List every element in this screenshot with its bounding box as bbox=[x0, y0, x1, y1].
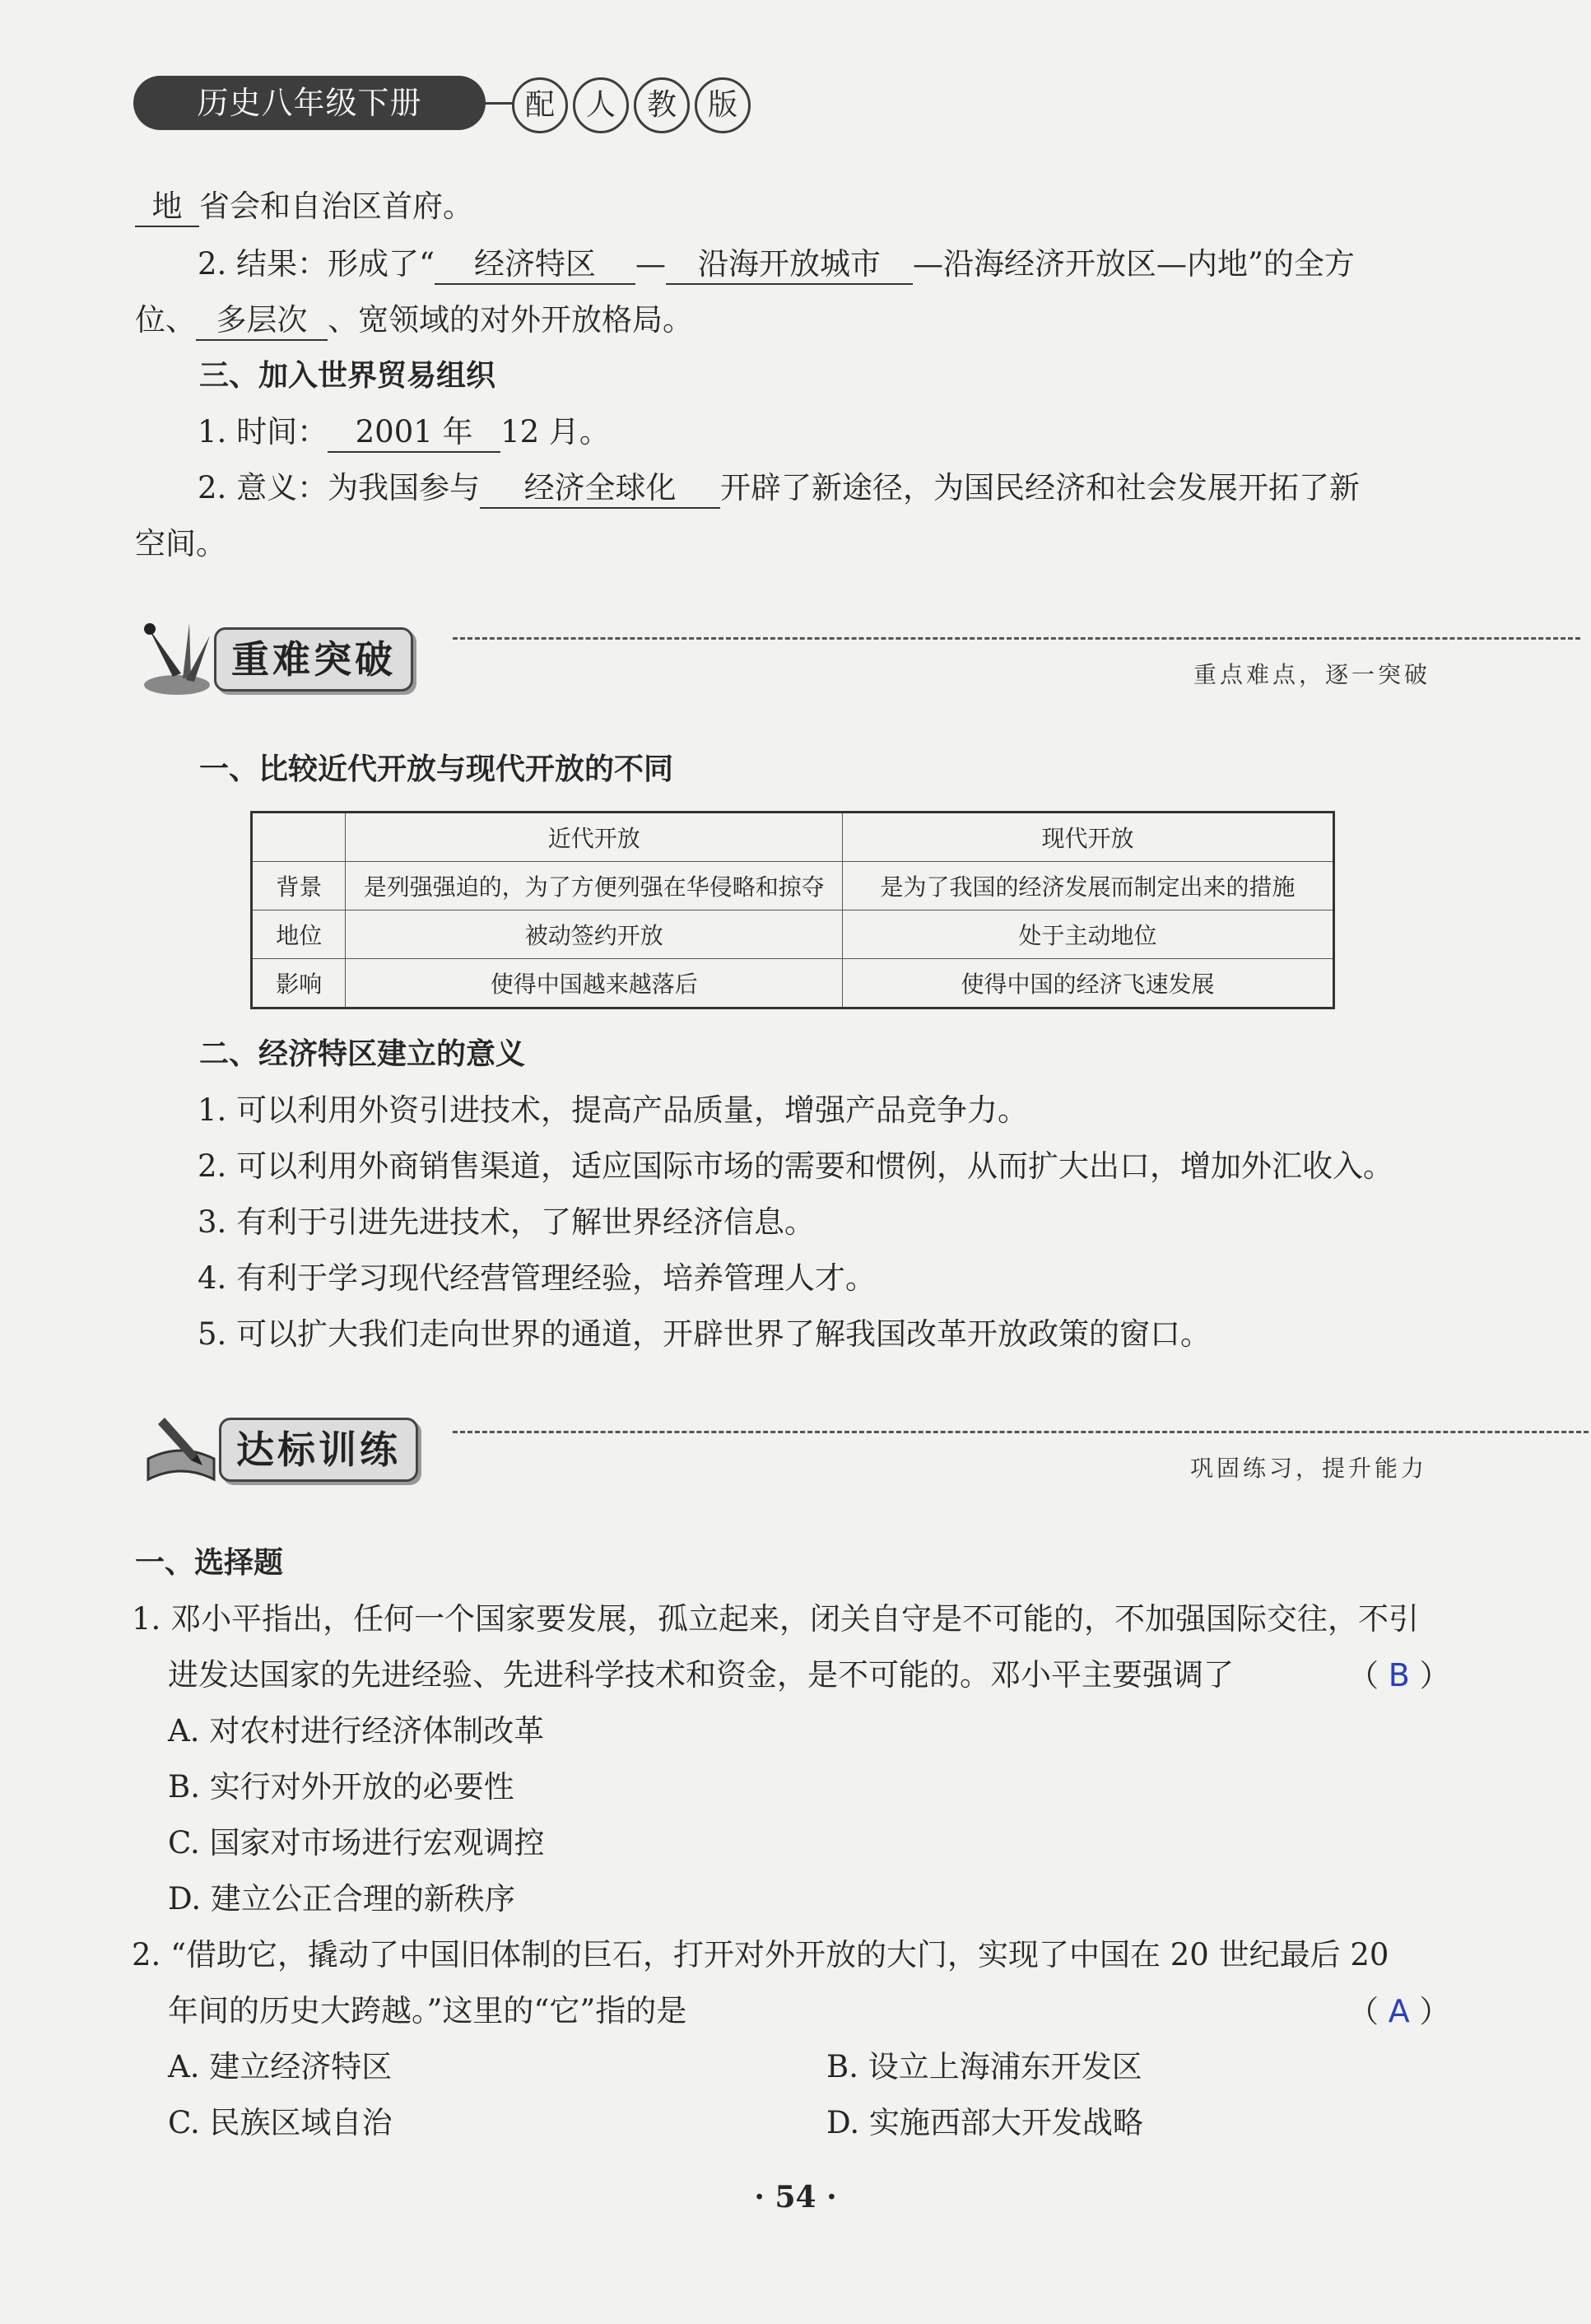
banner-title: 达标训练 bbox=[219, 1418, 418, 1482]
book-title: 历史八年级下册 bbox=[197, 85, 422, 121]
text: 1. 时间： bbox=[198, 414, 328, 449]
fill-blank: 地 bbox=[135, 188, 199, 227]
divider bbox=[453, 1431, 1589, 1433]
section-heading: 二、经济特区建立的意义 bbox=[199, 1037, 526, 1071]
option: D. 建立公正合理的新秩序 bbox=[168, 1881, 515, 1916]
section-heading: 一、选择题 bbox=[135, 1546, 284, 1580]
option: D. 实施西部大开发战略 bbox=[826, 2105, 1143, 2140]
text: 12 月。 bbox=[500, 414, 610, 449]
table-cell: 是为了我国的经济发展而制定出来的措施 bbox=[842, 862, 1333, 911]
tools-icon bbox=[132, 619, 222, 701]
fill-blank: 多层次 bbox=[196, 301, 328, 341]
text: 2. 结果：形成了“ bbox=[198, 246, 435, 282]
text: —沿海经济开放区—内地”的全方 bbox=[912, 246, 1355, 282]
answer-value: B bbox=[1388, 1657, 1410, 1693]
table-cell: 是列强强迫的，为了方便列强在华侵略和掠夺 bbox=[346, 862, 843, 911]
option: C. 民族区域自治 bbox=[168, 2105, 393, 2140]
banner-subtitle: 巩固练习，提升能力 bbox=[1190, 1455, 1428, 1482]
table-cell: 使得中国越来越落后 bbox=[346, 959, 843, 1008]
edition-char: 版 bbox=[695, 77, 751, 133]
section-banner-key-points bbox=[132, 619, 1449, 693]
table-row bbox=[252, 911, 1334, 959]
question-1-text: 进发达国家的先进经验、先进科学技术和资金，是不可能的。邓小平主要强调了 bbox=[168, 1657, 1234, 1693]
answer-bracket: （ A ） bbox=[1348, 1993, 1450, 2029]
list-item: 1. 可以利用外资引进技术，提高产品质量，增强产品竞争力。 bbox=[198, 1092, 1029, 1128]
comparison-table bbox=[250, 811, 1335, 1009]
text: 2. 意义：为我国参与 bbox=[198, 470, 481, 505]
option: C. 国家对市场进行宏观调控 bbox=[168, 1825, 545, 1861]
pencil-book-icon bbox=[140, 1409, 230, 1492]
edition-char: 人 bbox=[573, 77, 629, 133]
text-line: 空间。 bbox=[135, 526, 226, 561]
fill-blank: 经济全球化 bbox=[480, 469, 720, 509]
text: 位、 bbox=[135, 302, 196, 338]
edition-badges bbox=[512, 77, 751, 133]
header-connector bbox=[484, 102, 514, 105]
table-corner bbox=[252, 813, 346, 862]
option: A. 对农村进行经济体制改革 bbox=[168, 1713, 545, 1749]
option: B. 设立上海浦东开发区 bbox=[826, 2049, 1142, 2084]
option: B. 实行对外开放的必要性 bbox=[168, 1769, 514, 1805]
question-2-text: 2. “借助它，撬动了中国旧体制的巨石，打开对外开放的大门，实现了中国在 20 世纪最后 20 bbox=[132, 1937, 1389, 1972]
table-row bbox=[252, 959, 1334, 1008]
list-item: 3. 有利于引进先进技术，了解世界经济信息。 bbox=[198, 1204, 816, 1240]
text-line bbox=[135, 186, 473, 227]
fill-blank: 2001 年 bbox=[328, 413, 500, 453]
list-item: 2. 可以利用外商销售渠道，适应国际市场的需要和惯例，从而扩大出口，增加外汇收入。 bbox=[198, 1148, 1394, 1184]
text: 、宽领域的对外开放格局。 bbox=[328, 302, 693, 338]
section-banner-practice bbox=[140, 1409, 1449, 1483]
list-item: 4. 有利于学习现代经营管理经验，培养管理人才。 bbox=[198, 1260, 877, 1296]
banner-subtitle: 重点难点，逐一突破 bbox=[1193, 661, 1431, 688]
question-1-text: 1. 邓小平指出，任何一个国家要发展，孤立起来，闭关自守是不可能的，不加强国际交往，不引 bbox=[132, 1601, 1420, 1637]
section-heading: 三、加入世界贸易组织 bbox=[199, 359, 496, 393]
text-line bbox=[198, 412, 610, 453]
book-title-pill bbox=[133, 76, 486, 130]
row-label: 地位 bbox=[252, 911, 346, 959]
table-header-row bbox=[252, 813, 1334, 862]
page-number: · 54 · bbox=[754, 2180, 837, 2215]
column-header: 近代开放 bbox=[346, 813, 843, 862]
fill-blank: 沿海开放城市 bbox=[666, 245, 913, 285]
text-line bbox=[198, 468, 1360, 509]
text: — bbox=[635, 246, 666, 282]
text-line bbox=[198, 244, 1355, 285]
fill-blank: 经济特区 bbox=[435, 245, 635, 285]
answer-bracket: （ B ） bbox=[1348, 1657, 1450, 1693]
table-cell: 被动签约开放 bbox=[346, 911, 843, 959]
row-label: 影响 bbox=[252, 959, 346, 1008]
table-row bbox=[252, 862, 1334, 911]
column-header: 现代开放 bbox=[842, 813, 1333, 862]
banner-title: 重难突破 bbox=[214, 627, 413, 692]
answer-value: A bbox=[1388, 1993, 1410, 2029]
edition-char: 教 bbox=[634, 77, 690, 133]
table-cell: 使得中国的经济飞速发展 bbox=[842, 959, 1333, 1008]
table-cell: 处于主动地位 bbox=[842, 911, 1333, 959]
text: 开辟了新途径，为国民经济和社会发展开拓了新 bbox=[720, 470, 1361, 505]
text-line bbox=[135, 300, 693, 341]
edition-char: 配 bbox=[512, 77, 568, 133]
list-item: 5. 可以扩大我们走向世界的通道，开辟世界了解我国改革开放政策的窗口。 bbox=[198, 1316, 1212, 1352]
section-heading: 一、比较近代开放与现代开放的不同 bbox=[199, 752, 674, 786]
option: A. 建立经济特区 bbox=[168, 2049, 393, 2084]
divider bbox=[453, 637, 1580, 640]
row-label: 背景 bbox=[252, 862, 346, 911]
question-2-text: 年间的历史大跨越。”这里的“它”指的是 bbox=[168, 1993, 687, 2028]
text: 省会和自治区首府。 bbox=[199, 189, 473, 224]
